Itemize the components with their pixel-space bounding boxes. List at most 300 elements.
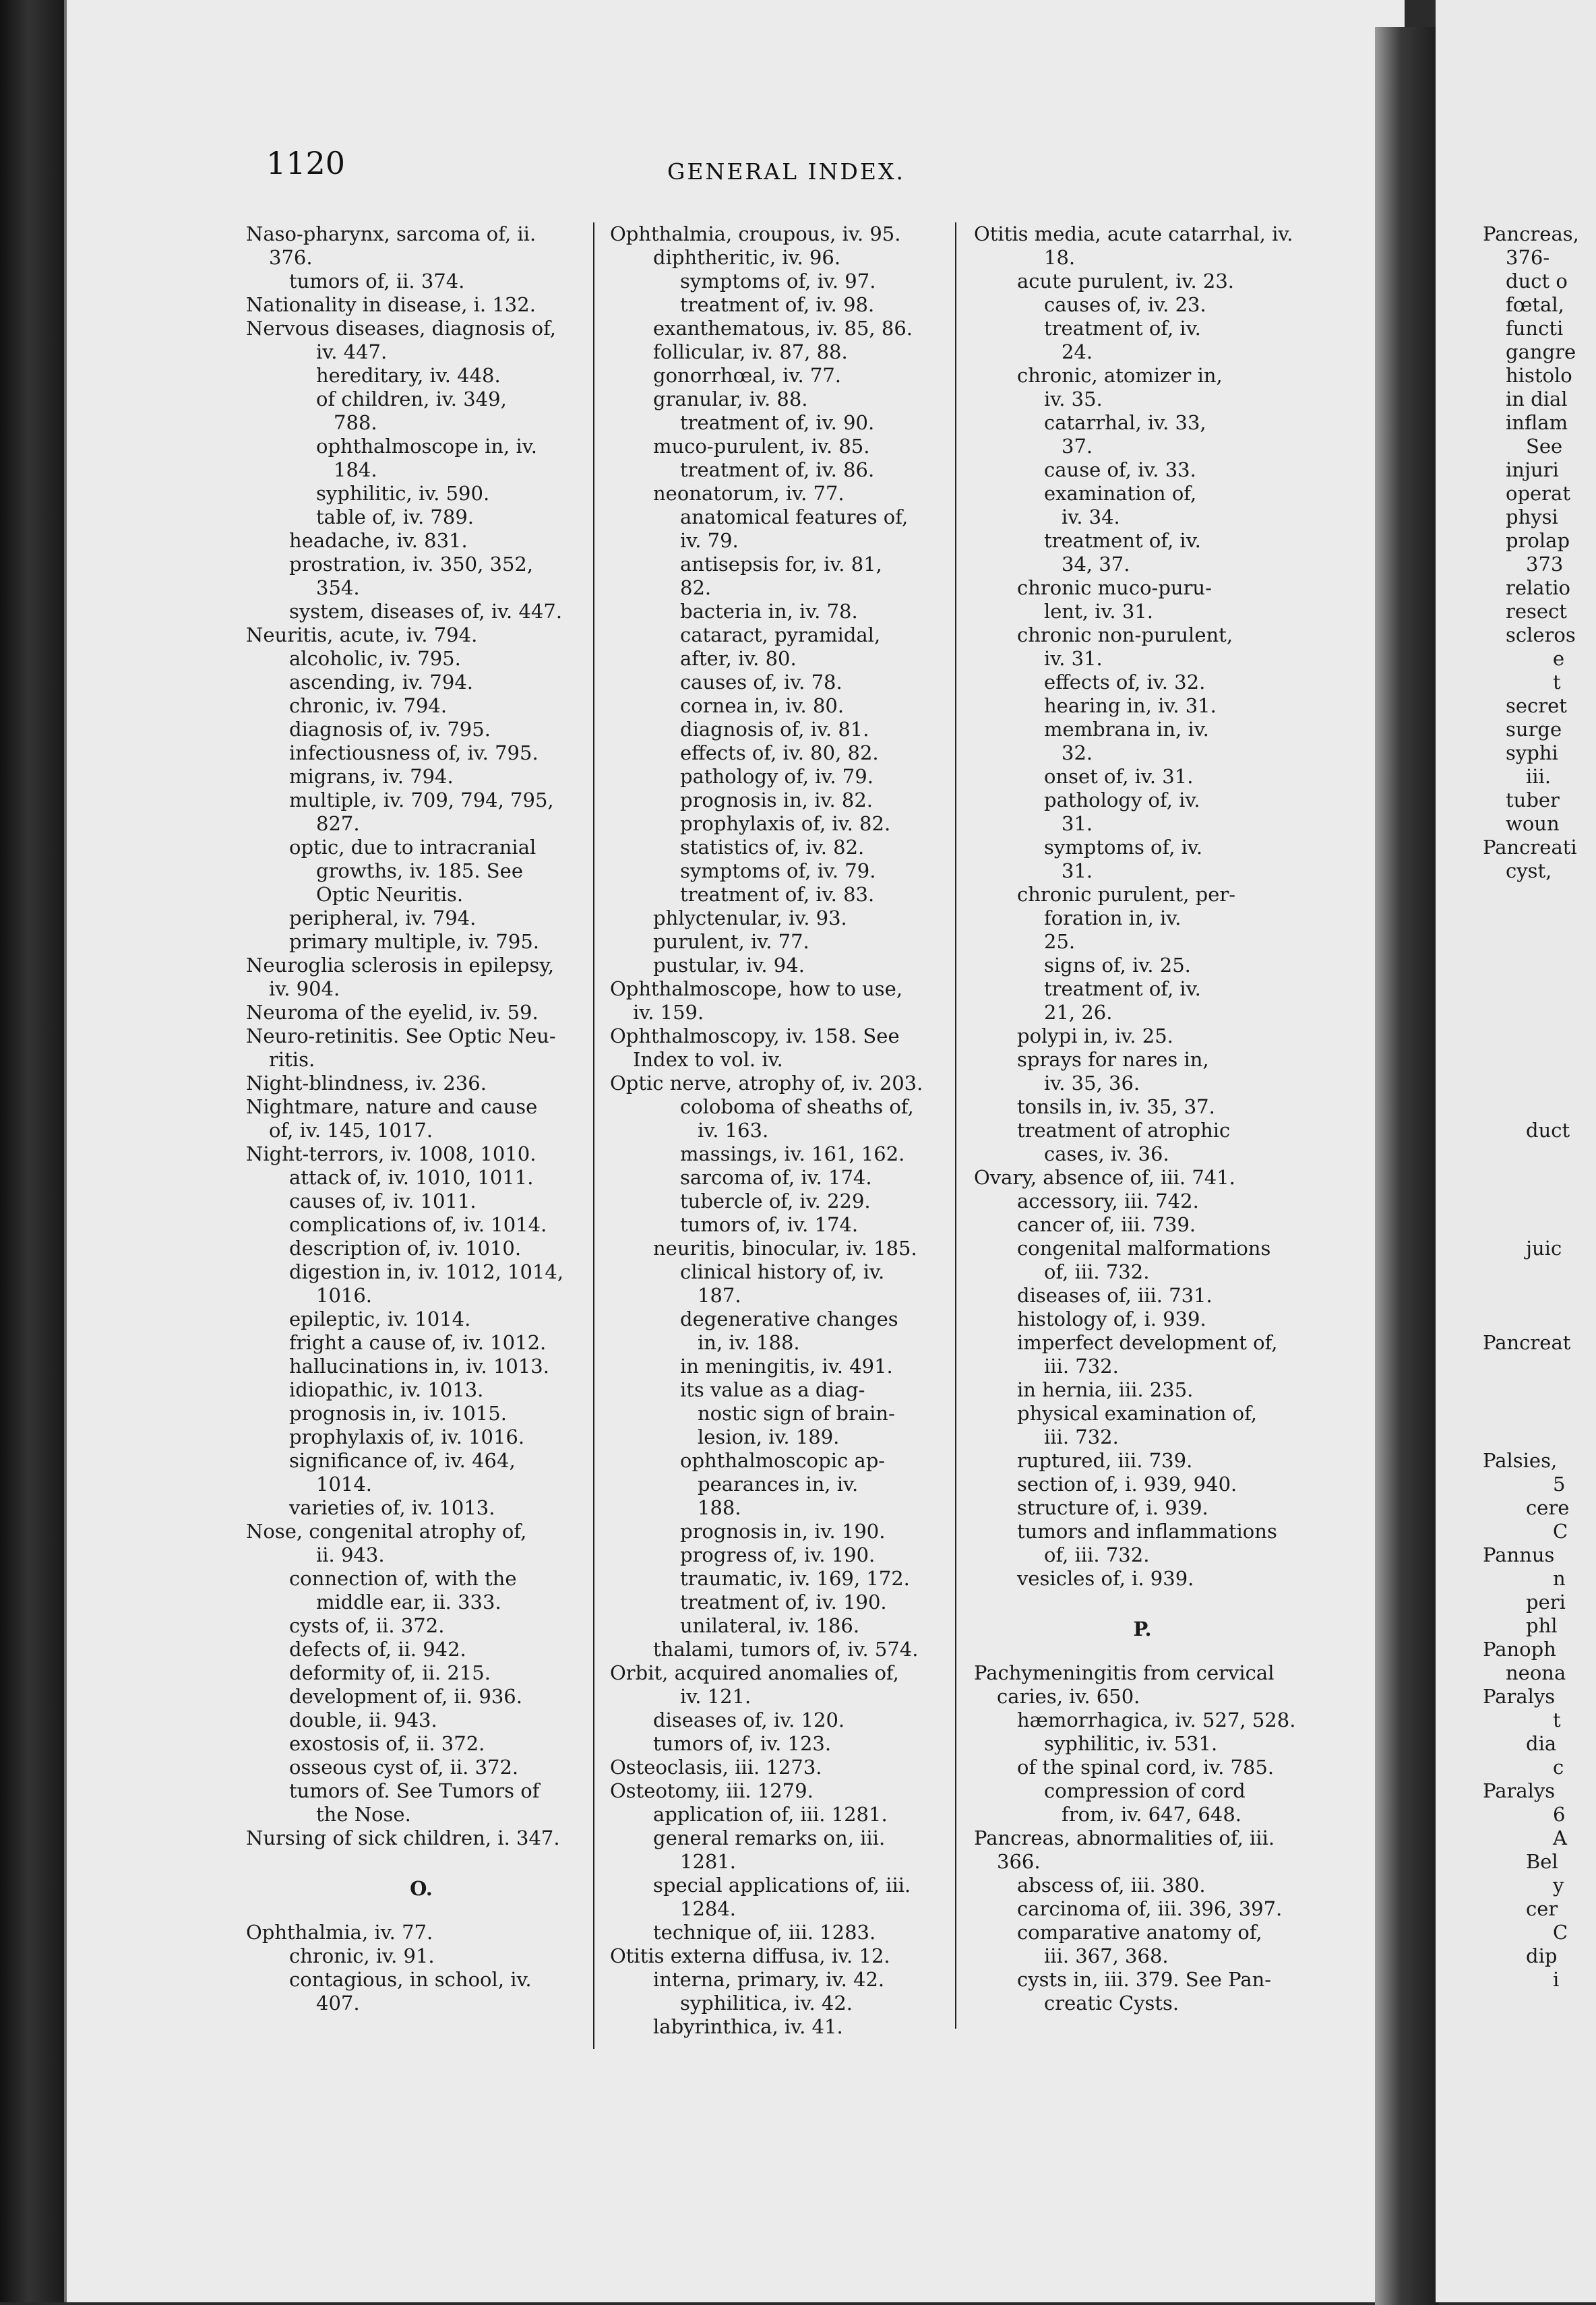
- index-subentry: ruptured, iii. 739.: [1017, 1449, 1193, 1472]
- index-entry: Naso-pharynx, sarcoma of, ii.: [246, 222, 536, 245]
- index-subentry: cer: [1526, 1897, 1558, 1920]
- index-subentry: syphilitica, iv. 42.: [680, 1992, 853, 2015]
- index-subentry: e: [1553, 647, 1565, 670]
- index-subentry: physical examination of,: [1017, 1402, 1258, 1425]
- index-subentry: effects of, iv. 80, 82.: [680, 741, 879, 764]
- index-subentry: progress of, iv. 190.: [680, 1543, 876, 1566]
- index-subentry: epileptic, iv. 1014.: [289, 1308, 471, 1330]
- index-subentry: exanthematous, iv. 85, 86.: [653, 317, 913, 340]
- index-subentry: after, iv. 80.: [680, 647, 797, 670]
- index-subentry: c: [1553, 1756, 1564, 1779]
- index-subentry: pearances in, iv.: [698, 1473, 859, 1496]
- index-subentry: special applications of, iii.: [653, 1874, 911, 1897]
- index-subentry: varieties of, iv. 1013.: [289, 1496, 495, 1519]
- index-subentry: primary multiple, iv. 795.: [289, 930, 539, 953]
- index-subentry: prophylaxis of, iv. 1016.: [289, 1425, 525, 1448]
- index-subentry: osseous cyst of, ii. 372.: [289, 1756, 519, 1779]
- index-subentry: technique of, iii. 1283.: [653, 1921, 876, 1944]
- index-subentry: unilateral, iv. 186.: [680, 1614, 860, 1637]
- index-subentry: duct: [1526, 1119, 1570, 1142]
- index-subentry: tumors of, iv. 123.: [653, 1732, 832, 1755]
- index-subentry: polypi in, iv. 25.: [1017, 1024, 1173, 1047]
- index-subentry: neuritis, binocular, iv. 185.: [653, 1237, 917, 1260]
- index-subentry: deformity of, ii. 215.: [289, 1661, 491, 1684]
- index-subentry: thalami, tumors of, iv. 574.: [653, 1638, 919, 1661]
- index-entry: [1483, 1001, 1596, 1024]
- index-column-3: [974, 222, 1311, 2015]
- index-entry: [1483, 1402, 1596, 1425]
- index-subentry: membrana in, iv.: [1044, 718, 1209, 741]
- index-subentry: growths, iv. 185. See: [316, 859, 523, 882]
- index-subentry: t: [1553, 671, 1561, 694]
- index-subentry: treatment of, iv.: [1044, 317, 1201, 340]
- index-subentry: follicular, iv. 87, 88.: [653, 340, 848, 363]
- index-entry: [1483, 1024, 1596, 1048]
- index-subentry: iv. 163.: [698, 1119, 769, 1142]
- index-entry: Ovary, absence of, iii. 741.: [974, 1166, 1235, 1189]
- index-subentry: imperfect development of,: [1017, 1331, 1278, 1354]
- index-subentry: hallucinations in, iv. 1013.: [289, 1355, 549, 1378]
- index-entry: [1483, 1048, 1596, 1072]
- index-subentry: causes of, iv. 23.: [1044, 293, 1206, 316]
- index-subentry: acute purulent, iv. 23.: [1017, 270, 1235, 293]
- index-subentry: iv. 159.: [633, 1001, 704, 1024]
- index-subentry: cause of, iv. 33.: [1044, 458, 1196, 481]
- index-entry: Pancreati: [1483, 836, 1577, 859]
- index-subentry: causes of, iv. 78.: [680, 671, 842, 694]
- index-subentry: A: [1553, 1826, 1567, 1849]
- index-subentry: sprays for nares in,: [1017, 1048, 1209, 1071]
- index-subentry: t: [1553, 1709, 1561, 1731]
- index-subentry: 376-: [1506, 246, 1550, 269]
- index-entry: [1483, 1095, 1596, 1119]
- index-subentry: examination of,: [1044, 482, 1197, 505]
- index-subentry: its value as a diag-: [680, 1378, 865, 1401]
- index-subentry: ophthalmoscopic ap-: [680, 1449, 886, 1472]
- index-subentry: Optic Neuritis.: [316, 883, 464, 906]
- index-subentry: y: [1553, 1874, 1564, 1897]
- index-subentry: fright a cause of, iv. 1012.: [289, 1331, 547, 1354]
- index-subentry: peri: [1526, 1591, 1566, 1613]
- index-subentry: of, iii. 732.: [1044, 1260, 1150, 1283]
- index-subentry: iii. 732.: [1044, 1425, 1119, 1448]
- index-subentry: chronic non-purulent,: [1017, 623, 1233, 646]
- index-entry: [1483, 1260, 1596, 1284]
- index-subentry: optic, due to intracranial: [289, 836, 536, 859]
- index-subentry: iii. 732.: [1044, 1355, 1119, 1378]
- index-subentry: traumatic, iv. 169, 172.: [680, 1567, 910, 1590]
- index-subentry: accessory, iii. 742.: [1017, 1190, 1199, 1212]
- index-subentry: 6: [1553, 1803, 1566, 1826]
- index-subentry: secret: [1506, 694, 1567, 717]
- index-column-1: [246, 222, 596, 2015]
- index-subentry: pathology of, iv.: [1044, 789, 1200, 811]
- index-subentry: tuber: [1506, 789, 1560, 811]
- index-subentry: tumors and inflammations: [1017, 1520, 1277, 1543]
- index-entry: Otitis externa diffusa, iv. 12.: [610, 1944, 890, 1967]
- index-subentry: abscess of, iii. 380.: [1017, 1874, 1206, 1897]
- column-rule: [955, 222, 956, 2029]
- index-subentry: peripheral, iv. 794.: [289, 906, 477, 929]
- index-subentry: ritis.: [269, 1048, 315, 1071]
- index-entry: Otitis media, acute catarrhal, iv.: [974, 222, 1293, 245]
- index-subentry: defects of, ii. 942.: [289, 1638, 466, 1661]
- index-subentry: iv. 447.: [316, 340, 388, 363]
- index-subentry: congenital malformations: [1017, 1237, 1271, 1260]
- index-column-2: [610, 222, 957, 2039]
- index-subentry: compression of cord: [1044, 1779, 1246, 1802]
- index-subentry: iv. 121.: [680, 1685, 751, 1708]
- index-subentry: iii.: [1526, 765, 1552, 788]
- index-subentry: diagnosis of, iv. 81.: [680, 718, 869, 741]
- index-subentry: bacteria in, iv. 78.: [680, 600, 858, 623]
- index-subentry: iv. 904.: [269, 977, 340, 1000]
- index-subentry: catarrhal, iv. 33,: [1044, 411, 1206, 434]
- index-subentry: 5: [1553, 1473, 1566, 1496]
- index-entry: Pancreat: [1483, 1331, 1571, 1354]
- index-subentry: onset of, iv. 31.: [1044, 765, 1194, 788]
- index-subentry: gonorrhœal, iv. 77.: [653, 364, 842, 387]
- index-subentry: 187.: [698, 1284, 741, 1307]
- index-subentry: in dial: [1506, 388, 1568, 410]
- column-rule: [593, 222, 594, 2049]
- index-subentry: iv. 34.: [1062, 505, 1120, 528]
- index-entry: Nightmare, nature and cause: [246, 1095, 538, 1118]
- index-entry: Neuroglia sclerosis in epilepsy,: [246, 954, 555, 977]
- index-subentry: treatment of, iv. 98.: [680, 293, 875, 316]
- index-subentry: neonatorum, iv. 77.: [653, 482, 845, 505]
- index-subentry: 1281.: [680, 1850, 737, 1873]
- index-entry: [1483, 1072, 1596, 1095]
- index-subentry: chronic, iv. 91.: [289, 1944, 435, 1967]
- index-subentry: antisepsis for, iv. 81,: [680, 553, 882, 576]
- index-subentry: Bel: [1526, 1850, 1558, 1873]
- index-subentry: diphtheritic, iv. 96.: [653, 246, 841, 269]
- index-subentry: double, ii. 943.: [289, 1709, 437, 1731]
- index-subentry: migrans, iv. 794.: [289, 765, 454, 788]
- index-subentry: causes of, iv. 1011.: [289, 1190, 477, 1212]
- index-entry: Optic nerve, atrophy of, iv. 203.: [610, 1072, 923, 1095]
- index-entry: [1483, 930, 1596, 954]
- index-subentry: in meningitis, iv. 491.: [680, 1355, 893, 1378]
- index-subentry: lent, iv. 31.: [1044, 600, 1153, 623]
- index-subentry: of, iv. 145, 1017.: [269, 1119, 433, 1142]
- index-subentry: sarcoma of, iv. 174.: [680, 1166, 872, 1189]
- section-letter: O.: [410, 1877, 433, 1900]
- index-subentry: cere: [1526, 1496, 1570, 1519]
- index-subentry: ii. 943.: [316, 1543, 385, 1566]
- index-subentry: n: [1553, 1567, 1566, 1590]
- index-entry: [1483, 1213, 1596, 1237]
- index-entry: [1483, 1166, 1596, 1190]
- index-subentry: 18.: [1044, 246, 1076, 269]
- index-entry: [1483, 883, 1596, 906]
- index-entry: [1483, 1355, 1596, 1378]
- index-subentry: in, iv. 188.: [698, 1331, 800, 1354]
- index-subentry: cancer of, iii. 739.: [1017, 1213, 1196, 1236]
- index-subentry: hearing in, iv. 31.: [1044, 694, 1217, 717]
- index-subentry: treatment of, iv. 190.: [680, 1591, 887, 1613]
- book-gutter-shadow: [1375, 27, 1439, 2305]
- index-subentry: caries, iv. 650.: [997, 1685, 1140, 1708]
- index-subentry: comparative anatomy of,: [1017, 1921, 1262, 1944]
- index-subentry: i: [1553, 1968, 1560, 1991]
- index-subentry: dia: [1526, 1732, 1557, 1755]
- index-subentry: multiple, iv. 709, 794, 795,: [289, 789, 554, 811]
- index-subentry: chronic muco-puru-: [1017, 576, 1212, 599]
- index-subentry: operat: [1506, 482, 1570, 505]
- index-subentry: phlyctenular, iv. 93.: [653, 906, 847, 929]
- index-subentry: foration in, iv.: [1044, 906, 1181, 929]
- index-subentry: cyst,: [1506, 859, 1552, 882]
- index-entry: Night-terrors, iv. 1008, 1010.: [246, 1142, 536, 1165]
- index-subentry: woun: [1506, 812, 1560, 835]
- index-subentry: treatment of, iv.: [1044, 529, 1201, 552]
- index-subentry: relatio: [1506, 576, 1570, 599]
- index-subentry: 376.: [269, 246, 313, 269]
- index-subentry: dip: [1526, 1944, 1558, 1967]
- index-subentry: prognosis in, iv. 190.: [680, 1520, 886, 1543]
- index-subentry: fœtal,: [1506, 293, 1564, 316]
- running-head: GENERAL INDEX.: [667, 158, 905, 185]
- index-entry: [1483, 954, 1596, 977]
- index-entry: Paralys: [1483, 1779, 1556, 1802]
- index-subentry: section of, i. 939, 940.: [1017, 1473, 1237, 1496]
- index-subentry: hereditary, iv. 448.: [316, 364, 501, 387]
- index-subentry: cornea in, iv. 80.: [680, 694, 845, 717]
- index-subentry: 1016.: [316, 1284, 373, 1307]
- index-subentry: phl: [1526, 1614, 1558, 1637]
- index-subentry: general remarks on, iii.: [653, 1826, 886, 1849]
- index-entry: [1483, 906, 1596, 930]
- index-subentry: gangre: [1506, 340, 1576, 363]
- index-subentry: exostosis of, ii. 372.: [289, 1732, 485, 1755]
- index-subentry: significance of, iv. 464,: [289, 1449, 516, 1472]
- index-subentry: coloboma of sheaths of,: [680, 1095, 914, 1118]
- index-subentry: chronic, iv. 794.: [289, 694, 448, 717]
- index-subentry: clinical history of, iv.: [680, 1260, 885, 1283]
- index-subentry: connection of, with the: [289, 1567, 517, 1590]
- index-entry: [1483, 1284, 1596, 1308]
- index-subentry: carcinoma of, iii. 396, 397.: [1017, 1897, 1283, 1920]
- index-entry: Pancreas, abnormalities of, iii.: [974, 1826, 1275, 1849]
- index-subentry: treatment of, iv. 86.: [680, 458, 875, 481]
- index-subentry: vesicles of, i. 939.: [1017, 1567, 1194, 1590]
- index-entry: Neuroma of the eyelid, iv. 59.: [246, 1001, 539, 1024]
- index-subentry: application of, iii. 1281.: [653, 1803, 888, 1826]
- index-subentry: 31.: [1062, 812, 1093, 835]
- page-number: 1120: [266, 145, 346, 181]
- index-entry: [1483, 1142, 1596, 1166]
- index-subentry: 32.: [1062, 741, 1093, 764]
- index-entry: Paralys: [1483, 1685, 1556, 1708]
- index-subentry: middle ear, ii. 333.: [316, 1591, 501, 1613]
- index-entry: Orbit, acquired anomalies of,: [610, 1661, 899, 1684]
- index-subentry: infectiousness of, iv. 795.: [289, 741, 539, 764]
- index-subentry: hæmorrhagica, iv. 527, 528.: [1017, 1709, 1296, 1731]
- index-entry: [1483, 1378, 1596, 1402]
- index-subentry: 827.: [316, 812, 360, 835]
- index-entry: [1483, 977, 1596, 1001]
- index-subentry: pathology of, iv. 79.: [680, 765, 873, 788]
- index-subentry: iv. 31.: [1044, 647, 1103, 670]
- index-subentry: tonsils in, iv. 35, 37.: [1017, 1095, 1215, 1118]
- index-entry: Nose, congenital atrophy of,: [246, 1520, 527, 1543]
- index-subentry: 1284.: [680, 1897, 737, 1920]
- index-subentry: from, iv. 647, 648.: [1062, 1803, 1242, 1826]
- index-subentry: chronic, atomizer in,: [1017, 364, 1223, 387]
- index-subentry: surge: [1506, 718, 1562, 741]
- index-entry: Neuro-retinitis. See Optic Neu-: [246, 1024, 556, 1047]
- index-subentry: 184.: [334, 458, 377, 481]
- index-subentry: system, diseases of, iv. 447.: [289, 600, 563, 623]
- index-subentry: prophylaxis of, iv. 82.: [680, 812, 891, 835]
- index-subentry: ascending, iv. 794.: [289, 671, 473, 694]
- index-subentry: granular, iv. 88.: [653, 388, 808, 410]
- index-subentry: the Nose.: [316, 1803, 411, 1826]
- index-entry: Nervous diseases, diagnosis of,: [246, 317, 557, 340]
- index-subentry: 24.: [1062, 340, 1093, 363]
- index-subentry: prolap: [1506, 529, 1570, 552]
- index-subentry: inflam: [1506, 411, 1568, 434]
- index-subentry: interna, primary, iv. 42.: [653, 1968, 885, 1991]
- index-subentry: anatomical features of,: [680, 505, 909, 528]
- index-subentry: digestion in, iv. 1012, 1014,: [289, 1260, 564, 1283]
- index-subentry: labyrinthica, iv. 41.: [653, 2015, 843, 2038]
- index-subentry: idiopathic, iv. 1013.: [289, 1378, 484, 1401]
- index-subentry: iv. 35, 36.: [1044, 1072, 1140, 1095]
- index-subentry: treatment of, iv.: [1044, 977, 1201, 1000]
- index-subentry: syphilitic, iv. 590.: [316, 482, 490, 505]
- index-subentry: diseases of, iii. 731.: [1017, 1284, 1213, 1307]
- index-subentry: degenerative changes: [680, 1308, 898, 1330]
- index-subentry: syphilitic, iv. 531.: [1044, 1732, 1218, 1755]
- index-subentry: resect: [1506, 600, 1567, 623]
- index-subentry: 366.: [997, 1850, 1041, 1873]
- index-subentry: histolo: [1506, 364, 1572, 387]
- facing-page-column: [1483, 222, 1596, 1992]
- index-subentry: cysts in, iii. 379. See Pan-: [1017, 1968, 1272, 1991]
- index-entry: Osteotomy, iii. 1279.: [610, 1779, 814, 1802]
- index-subentry: neona: [1506, 1661, 1566, 1684]
- index-entry: [1483, 1190, 1596, 1213]
- index-subentry: purulent, iv. 77.: [653, 930, 809, 953]
- book-spine: [0, 0, 64, 2302]
- index-subentry: of children, iv. 349,: [316, 388, 507, 410]
- index-subentry: 37.: [1062, 435, 1093, 458]
- index-entry: Osteoclasis, iii. 1273.: [610, 1756, 822, 1779]
- index-subentry: C: [1553, 1520, 1568, 1543]
- index-subentry: 788.: [334, 411, 377, 434]
- index-subentry: creatic Cysts.: [1044, 1992, 1179, 2015]
- index-subentry: contagious, in school, iv.: [289, 1968, 532, 1991]
- index-entry: Nationality in disease, i. 132.: [246, 293, 536, 316]
- index-subentry: syphi: [1506, 741, 1558, 764]
- index-subentry: histology of, i. 939.: [1017, 1308, 1206, 1330]
- index-subentry: 373: [1526, 553, 1564, 576]
- index-subentry: nostic sign of brain-: [698, 1402, 895, 1425]
- index-subentry: description of, iv. 1010.: [289, 1237, 522, 1260]
- index-subentry: 31.: [1062, 859, 1093, 882]
- index-subentry: tubercle of, iv. 229.: [680, 1190, 871, 1212]
- index-subentry: 188.: [698, 1496, 741, 1519]
- index-subentry: cases, iv. 36.: [1044, 1142, 1169, 1165]
- section-letter: P.: [1133, 1618, 1152, 1640]
- index-subentry: statistics of, iv. 82.: [680, 836, 865, 859]
- index-subentry: 34, 37.: [1062, 553, 1130, 576]
- index-subentry: structure of, i. 939.: [1017, 1496, 1208, 1519]
- index-entry: Ophthalmoscopy, iv. 158. See: [610, 1024, 900, 1047]
- index-entry: Neuritis, acute, iv. 794.: [246, 623, 478, 646]
- index-subentry: symptoms of, iv. 97.: [680, 270, 876, 293]
- index-subentry: muco-purulent, iv. 85.: [653, 435, 870, 458]
- index-subentry: chronic purulent, per-: [1017, 883, 1236, 906]
- index-entry: [1483, 1308, 1596, 1331]
- index-subentry: treatment of, iv. 83.: [680, 883, 875, 906]
- index-subentry: diseases of, iv. 120.: [653, 1709, 845, 1731]
- index-subentry: of, iii. 732.: [1044, 1543, 1150, 1566]
- index-entry: Pannus: [1483, 1543, 1555, 1566]
- index-subentry: 21, 26.: [1044, 1001, 1113, 1024]
- index-subentry: treatment of, iv. 90.: [680, 411, 875, 434]
- index-subentry: signs of, iv. 25.: [1044, 954, 1191, 977]
- index-subentry: lesion, iv. 189.: [698, 1425, 840, 1448]
- index-subentry: scleros: [1506, 623, 1576, 646]
- index-subentry: massings, iv. 161, 162.: [680, 1142, 905, 1165]
- index-subentry: alcoholic, iv. 795.: [289, 647, 461, 670]
- index-entry: Pachymeningitis from cervical: [974, 1661, 1275, 1684]
- index-entry: Panoph: [1483, 1638, 1556, 1661]
- index-subentry: 407.: [316, 1992, 360, 2015]
- index-subentry: See: [1526, 435, 1563, 458]
- index-entry: [1483, 1425, 1596, 1449]
- index-subentry: 354.: [316, 576, 360, 599]
- index-subentry: tumors of, iv. 174.: [680, 1213, 859, 1236]
- index-subentry: development of, ii. 936.: [289, 1685, 522, 1708]
- index-subentry: cysts of, ii. 372.: [289, 1614, 445, 1637]
- index-subentry: 1014.: [316, 1473, 373, 1496]
- index-subentry: prostration, iv. 350, 352,: [289, 553, 534, 576]
- index-subentry: symptoms of, iv. 79.: [680, 859, 876, 882]
- index-entry: Ophthalmia, iv. 77.: [246, 1921, 433, 1944]
- index-subentry: 82.: [680, 576, 712, 599]
- index-subentry: ophthalmoscope in, iv.: [316, 435, 537, 458]
- index-subentry: tumors of, ii. 374.: [289, 270, 465, 293]
- index-subentry: 25.: [1044, 930, 1076, 953]
- index-subentry: complications of, iv. 1014.: [289, 1213, 547, 1236]
- index-entry: Night-blindness, iv. 236.: [246, 1072, 487, 1095]
- index-subentry: headache, iv. 831.: [289, 529, 468, 552]
- index-subentry: cataract, pyramidal,: [680, 623, 881, 646]
- index-subentry: iv. 35.: [1044, 388, 1103, 410]
- index-subentry: iii. 367, 368.: [1044, 1944, 1169, 1967]
- index-subentry: iv. 79.: [680, 529, 739, 552]
- index-subentry: juic: [1526, 1237, 1562, 1260]
- index-subentry: injuri: [1506, 458, 1559, 481]
- index-subentry: table of, iv. 789.: [316, 505, 474, 528]
- index-entry: Nursing of sick children, i. 347.: [246, 1826, 560, 1849]
- index-entry: Pancreas,: [1483, 222, 1579, 245]
- index-subentry: effects of, iv. 32.: [1044, 671, 1206, 694]
- index-subentry: treatment of atrophic: [1017, 1119, 1231, 1142]
- index-subentry: duct o: [1506, 270, 1568, 293]
- index-subentry: functi: [1506, 317, 1564, 340]
- index-subentry: physi: [1506, 505, 1558, 528]
- index-subentry: prognosis in, iv. 82.: [680, 789, 873, 811]
- index-subentry: pustular, iv. 94.: [653, 954, 805, 977]
- index-subentry: symptoms of, iv.: [1044, 836, 1203, 859]
- index-subentry: prognosis in, iv. 1015.: [289, 1402, 507, 1425]
